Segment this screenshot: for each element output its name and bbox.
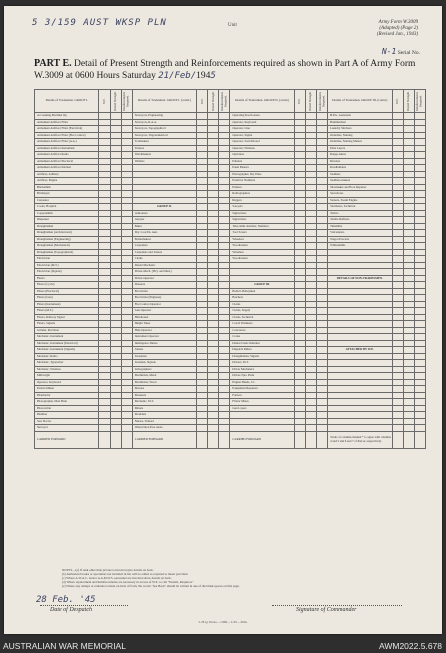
trade-label: Intelligence Duties [132, 340, 196, 347]
serial-handwritten: N-1 [381, 47, 397, 56]
trade-label: Fitters, Signals [35, 321, 99, 328]
trade-label: Miners [132, 405, 196, 412]
trade-label: Roadbuilders [328, 165, 392, 172]
form-ref-line: Army Form W.3009 [378, 20, 418, 25]
total-cell [317, 431, 328, 448]
trade-label: Sterilizers, Technical [328, 204, 392, 211]
press-line: L.H.Q. Press—1366—1/45—30m. [198, 620, 248, 624]
trade-label: Hammermen [328, 119, 392, 126]
column-header: Posted Strength. [110, 90, 121, 113]
trade-label: Artificer, Engine [35, 178, 99, 185]
trade-label: Operator, Keyboard [35, 379, 99, 386]
trade-label: Carpenters [132, 243, 196, 250]
trade-label: Opticians [230, 152, 294, 159]
trade-label: Accounting Machine Op. [35, 113, 99, 120]
total-cell [392, 431, 403, 448]
trade-label: Lineman, Signals [132, 360, 196, 367]
total-cell [414, 431, 425, 448]
trade-label: Driver-Tpts. Plant [230, 373, 294, 380]
trade-label: Drivers, M.T. [230, 360, 294, 367]
form-ref-line: (Adapted) (Page 2) [379, 26, 418, 31]
trade-label: Orderlies, Nursing [328, 132, 392, 139]
trade-label: Operator, Line [230, 126, 294, 133]
trade-label: Farriers [230, 392, 294, 399]
trade-label: Stokers, Steam Engine [328, 197, 392, 204]
trade-label: Sawyers [230, 204, 294, 211]
trade-label: Baker [132, 223, 196, 230]
trade-label: Armament Artificer Radio [35, 152, 99, 159]
trade-label: Boilermakers [132, 236, 196, 243]
trade-label: Dressers [132, 282, 196, 289]
trade-label: Carpenters and Joiners [132, 249, 196, 256]
trade-label: Mechanic, Typewriter [35, 360, 99, 367]
trade-label: Armament Artificer Kitchen [35, 165, 99, 172]
trade-label: Watchmakers [132, 152, 196, 159]
trade-label: Photographer, Med Pluie [35, 399, 99, 406]
trade-label: DETAILS OF NON-TRADESMEN. [328, 275, 392, 282]
trade-label: Stevedores [328, 191, 392, 198]
trade-label: Welders [132, 158, 196, 165]
trade-label: Clerks, Technical [230, 314, 294, 321]
trade-label: Bricklayer [35, 191, 99, 198]
trade-label: Signwriters [230, 217, 294, 224]
trade-label: Mechanic, Instrument (Signals) [35, 347, 99, 354]
trade-label: Dental Clerk Orderlies [230, 340, 294, 347]
part-label: PART E. [34, 58, 72, 69]
trade-label: Signwriters [230, 210, 294, 217]
trade-label: Nurses, Trained [132, 418, 196, 425]
trade-label: Operator, Signal [230, 132, 294, 139]
trade-label: Operator, Switchboard [230, 139, 294, 146]
trade-label: Observation Post Assts. [132, 425, 196, 432]
column-header: Details of Tradesmen. GROUP I. (contd.) [132, 90, 196, 113]
column-header: Posted Strength. [208, 90, 219, 113]
table-header-row [35, 90, 426, 113]
trade-label: Riveters [328, 158, 392, 165]
column-header: W.E. [294, 90, 305, 113]
total-cell [99, 431, 110, 448]
trade-label: Armament Artificer Fitter (Electrical) [35, 126, 99, 133]
trade-label: Surveyors, Topographical [132, 126, 196, 133]
title-text: Detail of Present Strength and Reinforcements required as shown in Part A of Army Form W.3009 at 0600 Hours Saturday [34, 59, 416, 81]
trade-label: Armament Artificer Instrument [35, 145, 99, 152]
trade-label: Photowriter [35, 405, 99, 412]
trade-label: Mechanic, M.T. [132, 399, 196, 406]
trade-label: Artificer, Artillery [35, 171, 99, 178]
date-handwritten: 21/Feb/ [158, 71, 197, 81]
trade-label: Grinder, Precision [35, 327, 99, 334]
archive-name: AUSTRALIAN WAR MEMORIAL [3, 641, 126, 651]
trade-label: GROUP II. [132, 204, 196, 211]
dispatch-date-label: Date of Despatch [50, 607, 92, 613]
form-title [34, 58, 424, 82]
column-header: Reinforcements Required. [414, 90, 425, 113]
trade-label: Driver-Operator [132, 275, 196, 282]
trade-label: Joiners [132, 347, 196, 354]
trade-label: Plumber [35, 412, 99, 419]
trade-label: Armament Artificer Electrical [35, 158, 99, 165]
trade-label: Photographer, Dry Plate [230, 171, 294, 178]
trade-label: Gun Layers [230, 405, 294, 412]
trade-label: Fitters (M.T.) [35, 308, 99, 315]
total-cell [219, 431, 230, 448]
column-header: Details of Tradesmen. GROUP I. [35, 90, 99, 113]
form-ref-line: (Revised Jan., 1943) [376, 32, 418, 37]
trade-label: Clerks [132, 256, 196, 263]
trade-label: Machinists, Wood [132, 379, 196, 386]
carried-forward-label: CARRIED FORWARD [230, 431, 294, 448]
column-header: Details of Tradesmen. GROUP III. (contd.) [328, 90, 392, 113]
note-line: (e) Where any remaps or remarks is made on back of form, the words "See Back" should be written in one of the blank spaces on this page. [62, 584, 240, 588]
trade-label: Concretors [230, 327, 294, 334]
trade-label: Electrician [35, 256, 99, 263]
trade-label: Armourers [132, 210, 196, 217]
trade-label: Surveyors, Engineering [132, 113, 196, 120]
trade-label: Dispatch Riders [230, 347, 294, 354]
trade-label: Electrician [132, 288, 196, 295]
trade-label: Pattern Maker [35, 386, 99, 393]
year-handwritten: 5 [210, 71, 216, 81]
trade-label: Dispenser [35, 217, 99, 224]
trade-label: ATTACHED BY W.E. [328, 347, 392, 354]
trade-label: Draughtsman (Engineering) [35, 236, 99, 243]
trade-label: Predictor Numbers [230, 178, 294, 185]
trade-label: Masons [132, 386, 196, 393]
trade-label: Hairdresser [132, 314, 196, 321]
trade-label: Fitters (Instrument) [35, 301, 99, 308]
trade-label: Mechanic, Instrument (Electrical) [35, 340, 99, 347]
trade-label: Saddlers-makers [328, 178, 392, 185]
trade-label: Plate Layers [328, 145, 392, 152]
trade-label: Equipment Repairers [230, 386, 294, 393]
trade-label: Surveyors, R.A.A. [132, 119, 196, 126]
trade-label: Mechanic, Instrument [35, 334, 99, 341]
trade-label: Dry. Coach'n. Asst. [132, 230, 196, 237]
trade-label: Height Taker [132, 321, 196, 328]
trade-label: Draughtsman (Architectural) [35, 230, 99, 237]
trade-label: Whitesmiths [328, 243, 392, 250]
trade-label: GROUP III. [230, 282, 294, 289]
trade-label: Draughtsmen, Signals [230, 353, 294, 360]
column-header: W.E. [392, 90, 403, 113]
trade-label: Shoemaker and Boot Repairer [328, 184, 392, 191]
signature-line [272, 605, 402, 606]
column-header: Details of Tradesmen. GROUP II. (contd.) [230, 90, 294, 113]
note-line: (d) Where replacement and Reinforcements are necessary in excess of W.E. to cell "Details, Required." [62, 580, 194, 584]
trade-label: Tinsmiths [328, 223, 392, 230]
trade-label: Cooks [230, 334, 294, 341]
note-line: (c) Where A.W.A.C. and/or A.A.M.W.S. personnel are involved show details on back. [62, 576, 172, 580]
column-header: Reinforcements Required. [121, 90, 132, 113]
trade-label: Mechanic, Radio [35, 353, 99, 360]
trade-label: Orderlies, Nursing Mental [328, 139, 392, 146]
trade-label: Riggers [230, 197, 294, 204]
trade-label: Lithographers [132, 366, 196, 373]
trade-label: Fitters (Electrical) [35, 288, 99, 295]
trade-label: Turners [132, 145, 196, 152]
trade-label: Fitters [35, 275, 99, 282]
trade-label: Hide Operator [132, 327, 196, 334]
trade-label: Armament Artificer Fitter (A.A.) [35, 139, 99, 146]
total-cell [305, 431, 316, 448]
trade-label: Woodturners [230, 256, 294, 263]
totals-note: Totals of columns marked * to agree with columns 4 and 5 and 6 and 7 of Part A, respectively. [328, 431, 392, 448]
total-cell [121, 431, 132, 448]
total-cell [294, 431, 305, 448]
signature-label: Signature of Commander [296, 607, 357, 613]
trade-label: Operator, Keyboard [230, 119, 294, 126]
trade-label: Armament Artificer Fitter [35, 119, 99, 126]
column-header: Posted Strength. [305, 90, 316, 113]
trade-label: Assayer [132, 217, 196, 224]
form-page [4, 6, 442, 634]
dispatch-date-handwritten: 28 Feb. '45 [36, 595, 96, 605]
trade-label: Fire Control Operator [132, 301, 196, 308]
trade-label: Coppersmith [35, 210, 99, 217]
trade-label: Coach Trimmers [230, 321, 294, 328]
unit-label: Unit [228, 23, 237, 28]
trade-label: Saddlers [328, 171, 392, 178]
column-header: Reinforcements Required. [317, 90, 328, 113]
trade-label: Printers [230, 184, 294, 191]
dispatch-date-line [40, 605, 128, 606]
trade-label: Draughtsman (Mechanical) [35, 243, 99, 250]
trade-label: Surveyors, Trigonometrical [132, 132, 196, 139]
trade-label: Gun Operator [132, 308, 196, 315]
trade-label: Machinists, Metal [132, 373, 196, 380]
total-cell [110, 431, 121, 448]
trade-label: Fitters, Railway Signal [35, 314, 99, 321]
trade-label: Electrician (Signals) [35, 269, 99, 276]
form-reference [377, 20, 418, 38]
trade-label: H.P.G. Assistants [328, 113, 392, 120]
total-cell [403, 431, 414, 448]
trade-label: Armament Artificer Fitter (Fire Control) [35, 132, 99, 139]
trade-label: Wiremen [230, 249, 294, 256]
trade-label: Fitters (Gun) [35, 295, 99, 302]
trade-label: Laundry Stitchers [328, 126, 392, 133]
trade-label: Linesman [132, 353, 196, 360]
archive-reference: AWM2022.5.678 [379, 641, 442, 651]
unit-handwritten: 5 3/159 AUST WKSP PLN [32, 18, 167, 28]
trade-label: Telecomm. Installer, Numbers [230, 223, 294, 230]
trade-label: Cooks, Hospital [35, 204, 99, 211]
form-notes [62, 568, 422, 588]
trade-label: Mechanic, Wireless [35, 366, 99, 373]
trade-label: Saw Doctor [35, 418, 99, 425]
trade-label: Engine Hands, I.C. [230, 379, 294, 386]
serial-number [382, 47, 420, 56]
trade-label: Instrument Operator [132, 334, 196, 341]
trade-label: Surveyor [35, 425, 99, 432]
trade-label: Clerks [230, 301, 294, 308]
trade-label: Wagon Erecters [328, 236, 392, 243]
trade-label: Tailors [328, 210, 392, 217]
year-prefix: 194 [196, 71, 211, 81]
total-cell [197, 431, 208, 448]
trade-label: Woodturners [230, 243, 294, 250]
trade-label: Wheelers [230, 236, 294, 243]
trade-label: Clerks, Supply [230, 308, 294, 315]
totals-row [35, 431, 426, 448]
trade-label: Masseurs [132, 392, 196, 399]
note-line: (b) Authorized trades or specialists not included in list will be added as required to meter provided. [62, 572, 189, 576]
note-line: NOTES—(a) If rank other than private is involved give details on back. [62, 568, 154, 572]
strength-table [34, 89, 426, 449]
trade-label: Radiographers [230, 191, 294, 198]
archive-footer [0, 640, 446, 653]
trade-label: Driver-Mech. (Hvy. and Med.) [132, 269, 196, 276]
trade-label: Draughtsman (Topographical) [35, 249, 99, 256]
trade-label: Millwright [35, 373, 99, 380]
trade-label: Pharmacist [35, 392, 99, 399]
trade-label: Panel Beaters [230, 165, 294, 172]
column-header: W.E. [197, 90, 208, 113]
carried-forward-label: CARRIED FORWARD [35, 431, 99, 448]
trade-label: Batchers [230, 295, 294, 302]
serial-label: Serial No. [397, 50, 420, 56]
carried-forward-label: CARRIED FORWARD [132, 431, 196, 448]
trade-label: Electrician (Engineer) [132, 295, 196, 302]
trade-label: Vulcanizers [328, 230, 392, 237]
trade-label: Fitters' Mates [230, 399, 294, 406]
trade-label: Tool Savers [230, 230, 294, 237]
trade-label: Operating Room Assts. [230, 113, 294, 120]
trade-label: Dental Mechanic [132, 262, 196, 269]
column-header: Reinforcements Required. [219, 90, 230, 113]
total-cell [208, 431, 219, 448]
trade-label: Range-takers [328, 152, 392, 159]
trade-label: Driver Mechanics [230, 366, 294, 373]
trade-label: Toolmakers [132, 139, 196, 146]
trade-label: Painters [230, 158, 294, 165]
trade-label: Ballot's Batteymen [230, 288, 294, 295]
trade-label: Fitters (Cycle) [35, 282, 99, 289]
trade-label: Electrician (M.T.) [35, 262, 99, 269]
column-header: Posted Strength. [403, 90, 414, 113]
trade-label: Moulders [132, 412, 196, 419]
trade-label: Blacksmith [35, 184, 99, 191]
trade-label: Carpenter [35, 197, 99, 204]
trade-label: Textile Refitters [328, 217, 392, 224]
trade-label: Draughtsman [35, 223, 99, 230]
trade-label: Operator, Wireless [230, 145, 294, 152]
column-header: W.E. [99, 90, 110, 113]
